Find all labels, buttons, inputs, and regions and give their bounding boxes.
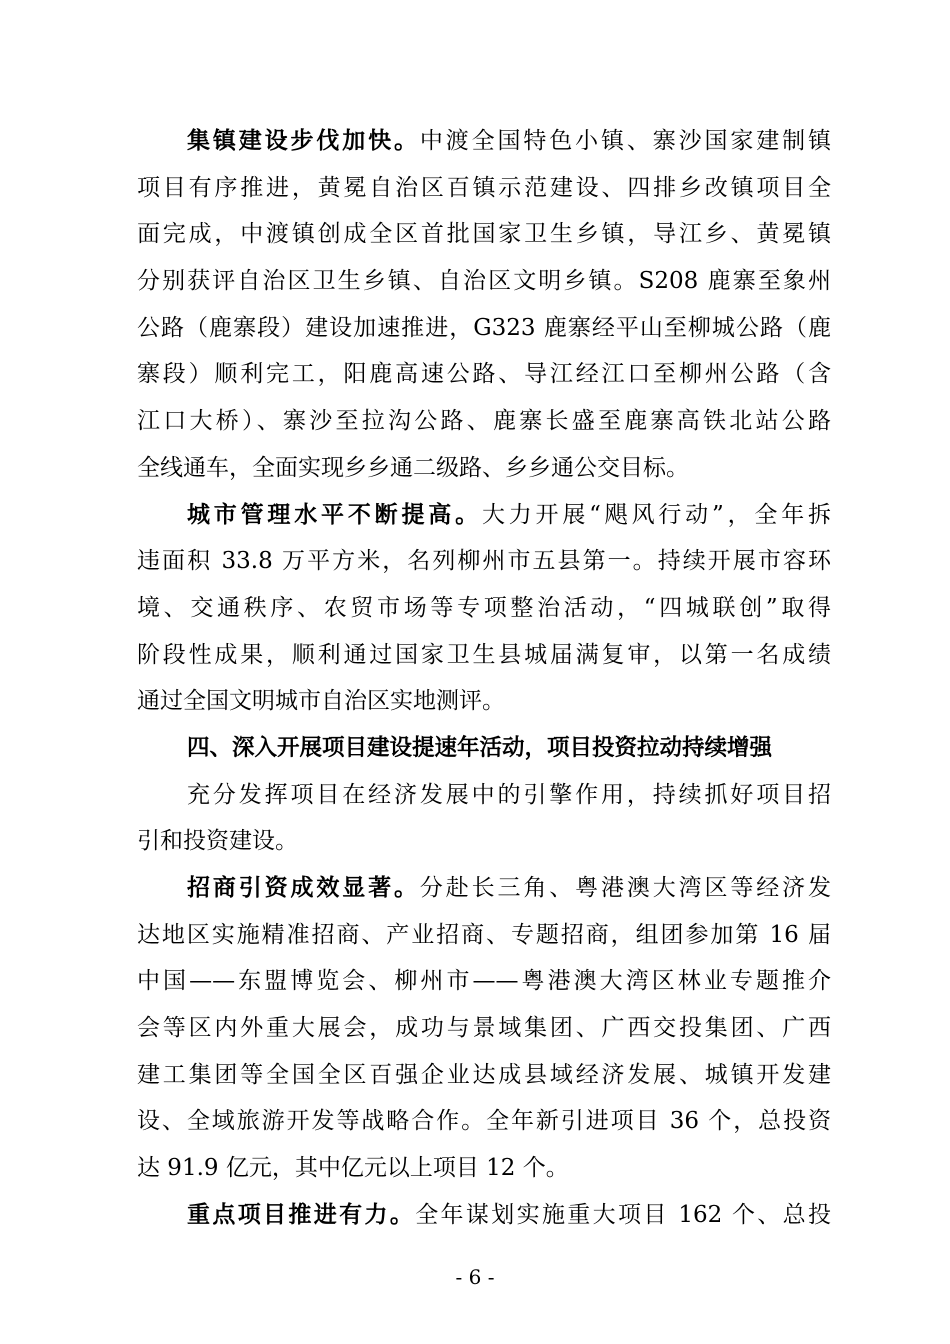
paragraph-line: 达地区实施精准招商、产业招商、专题招商，组团参加第 16 届	[137, 921, 831, 948]
paragraph-line: 会等区内外重大展会，成功与景域集团、广西交投集团、广西	[137, 1015, 831, 1042]
page-number: - 6 -	[455, 1265, 495, 1289]
paragraph-line: 违面积 33.8 万平方米，名列柳州市五县第一。持续开展市容环	[137, 548, 831, 575]
paragraph-lead: 招商引资成效显著。	[187, 874, 420, 901]
paragraph-lead: 城市管理水平不断提高。	[187, 500, 482, 528]
paragraph-line: 境、交通秩序、农贸市场等专项整治活动，“四城联创”取得	[137, 594, 831, 621]
paragraph-line: 面完成，中渡镇创成全区首批国家卫生乡镇，导江乡、黄冕镇	[137, 221, 831, 248]
paragraph-line: 建工集团等全国全区百强企业达成县域经济发展、城镇开发建	[137, 1061, 831, 1088]
paragraph-line: 通过全国文明城市自治区实地测评。	[137, 688, 505, 715]
paragraph-line: 项目有序推进，黄冕自治区百镇示范建设、四排乡改镇项目全	[137, 174, 831, 201]
paragraph-line: 城市管理水平不断提高。大力开展“飓风行动”，全年拆	[187, 500, 831, 528]
paragraph-line: 设、全域旅游开发等战略合作。全年新引进项目 36 个，总投资	[137, 1108, 831, 1135]
paragraph-line: 寨段）顺利完工，阳鹿高速公路、导江经江口至柳州公路（含	[137, 361, 831, 388]
paragraph-line: 招商引资成效显著。分赴长三角、粤港澳大湾区等经济发	[187, 874, 831, 901]
paragraph-line: 阶段性成果，顺利通过国家卫生县城届满复审，以第一名成绩	[137, 641, 831, 668]
paragraph-line: 重点项目推进有力。全年谋划实施重大项目 162 个、总投	[187, 1200, 831, 1228]
paragraph-lead: 集镇建设步伐加快。	[187, 127, 420, 154]
paragraph-lead: 重点项目推进有力。	[187, 1200, 416, 1228]
section-heading: 四、深入开展项目建设提速年活动，项目投资拉动持续增强	[187, 734, 773, 761]
paragraph-line: 达 91.9 亿元，其中亿元以上项目 12 个。	[137, 1155, 569, 1182]
paragraph-line: 中国——东盟博览会、柳州市——粤港澳大湾区林业专题推介	[137, 968, 831, 995]
paragraph-line: 全线通车，全面实现乡乡通二级路、乡乡通公交目标。	[137, 454, 689, 481]
paragraph-line: 集镇建设步伐加快。中渡全国特色小镇、寨沙国家建制镇	[187, 127, 831, 154]
paragraph-line: 充分发挥项目在经济发展中的引擎作用，持续抓好项目招	[187, 781, 831, 808]
document-page	[137, 118, 831, 1239]
paragraph-line: 公路（鹿寨段）建设加速推进，G323 鹿寨经平山至柳城公路（鹿	[137, 314, 831, 341]
paragraph-line: 引和投资建设。	[137, 828, 298, 855]
paragraph-line: 江口大桥）、寨沙至拉沟公路、鹿寨长盛至鹿寨高铁北站公路	[137, 408, 831, 435]
paragraph-line: 分别获评自治区卫生乡镇、自治区文明乡镇。S208 鹿寨至象州	[137, 268, 831, 295]
